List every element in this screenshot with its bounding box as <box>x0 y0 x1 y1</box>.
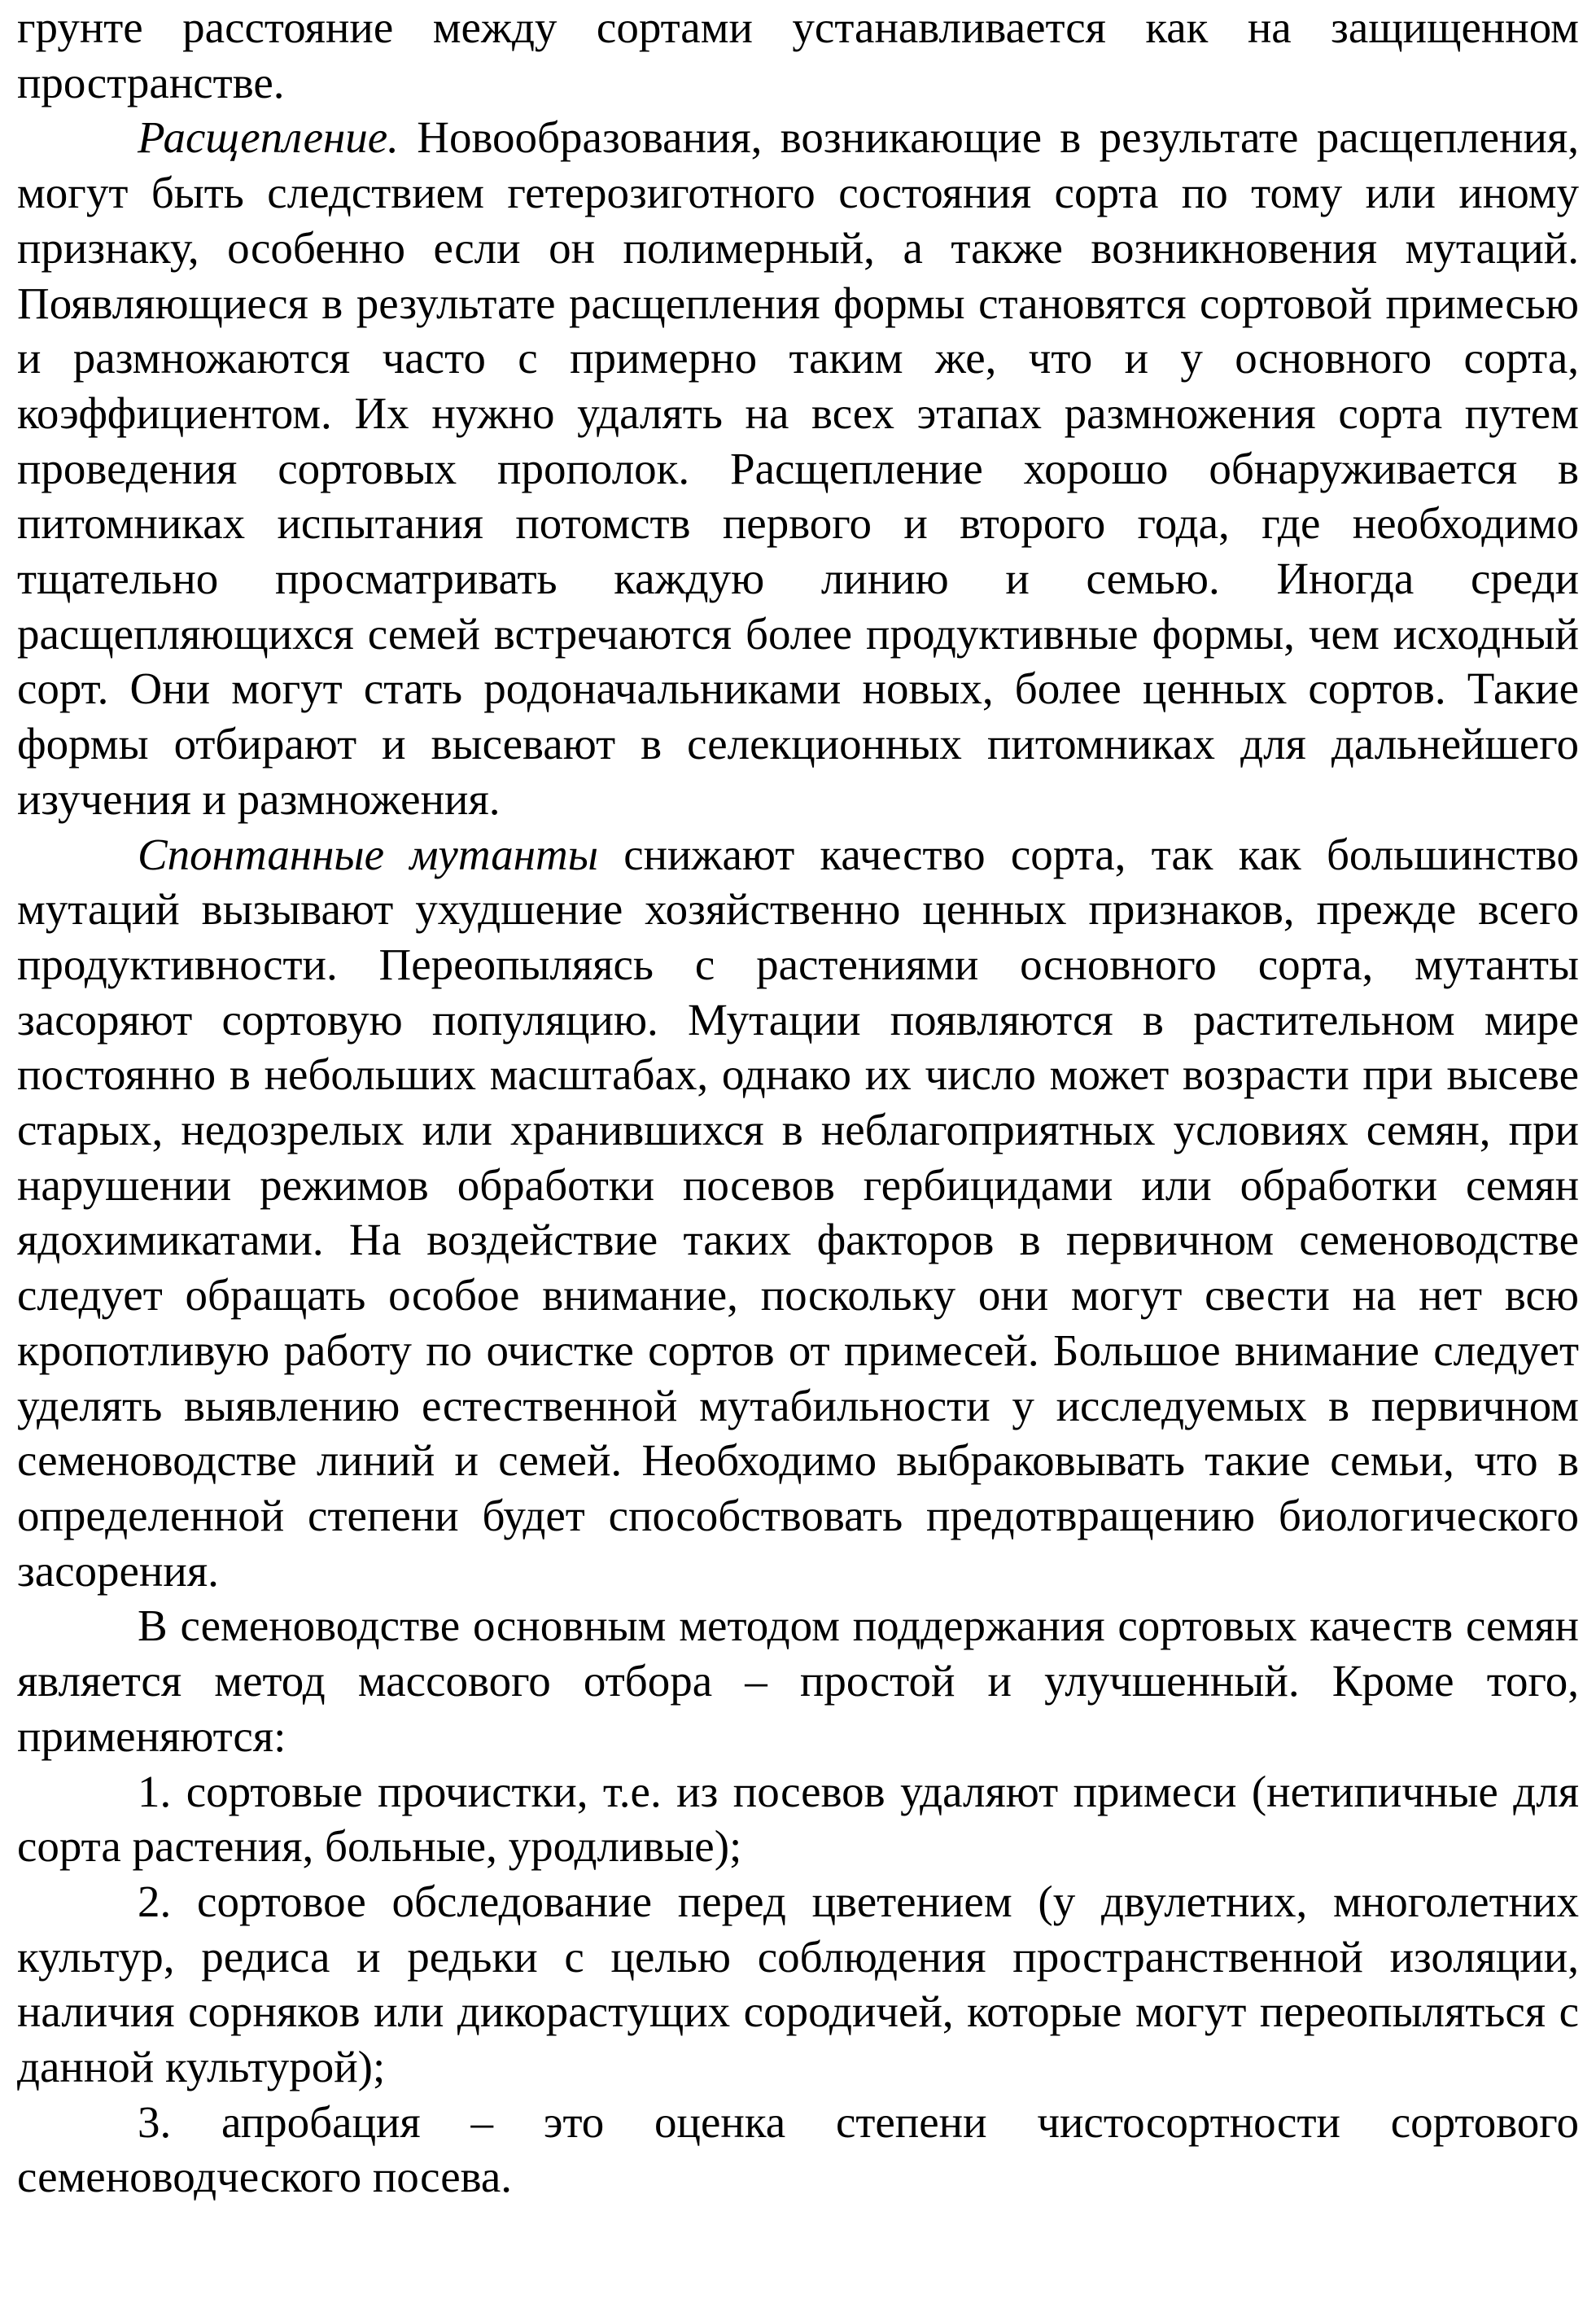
paragraph-text: Новообразования, возникающие в результате расщепления, могут быть следствием гетерозиготного состояния сорта по тому или иному признаку, особенно если он полимерный, а также возникновения мутаций. Появляющиеся в результате расщепления формы становятся сортовой примесью и размножаются часто с примерно таким же, что и у основного сорта, коэффициентом. Их нужно удалять на всех этапах размножения сорта путем проведения сортовых прополок. Расщепление хорошо обнаруживается в питомниках испытания потомств первого и второго года, где необходимо тщательно просматривать каждую линию и семью. Иногда среди расщепляющихся семей встречаются более продуктивные формы, чем исходный сорт. Они могут стать родоначальниками новых, более ценных сортов. Такие формы отбирают и высевают в селекционных питомниках для дальнейшего изучения и размножения. <box>17 112 1579 824</box>
list-item-1 <box>17 1764 1579 1874</box>
paragraph-seed-production-methods <box>17 1598 1579 1763</box>
list-item-text: 3. апробация – это оценка степени чистосортности сортового семеноводческого посева. <box>17 2096 1579 2202</box>
paragraph-splitting <box>17 110 1579 826</box>
term-splitting: Расщепление. <box>138 112 399 163</box>
paragraph-spontaneous-mutants <box>17 827 1579 1599</box>
term-spontaneous-mutants: Спонтанные мутанты <box>138 829 598 879</box>
paragraph-continuation <box>17 0 1579 110</box>
list-item-text: 1. сортовые прочистки, т.е. из посевов удаляют примеси (нетипичные для сорта растения, больные, уродливые); <box>17 1766 1579 1872</box>
paragraph-text: В семеноводстве основным методом поддержания сортовых качеств семян является метод массового отбора – простой и улучшенный. Кроме того, применяются: <box>17 1601 1579 1761</box>
list-item-2 <box>17 1874 1579 2095</box>
list-item-3 <box>17 2095 1579 2205</box>
paragraph-text: грунте расстояние между сортами устанавливается как на защищенном пространстве. <box>17 2 1579 107</box>
list-item-text: 2. сортовое обследование перед цветением (у двулетних, многолетних культур, редиса и редьки с целью соблюдения пространственной изоляции, наличия сорняков или дикорастущих сородичей, которые могут переопыляться с данной культурой); <box>17 1876 1579 2092</box>
paragraph-text: снижают качество сорта, так как большинство мутаций вызывают ухудшение хозяйственно ценных признаков, прежде всего продуктивности. Переопыляясь с растениями основного сорта, мутанты засоряют сортовую популяцию. Мутации появляются в растительном мире постоянно в небольших масштабах, однако их число может возрасти при высеве старых, недозрелых или хранившихся в неблагоприятных условиях семян, при нарушении режимов обработки посевов гербицидами или обработки семян ядохимикатами. На воздействие таких факторов в первичном семеноводстве следует обращать особое внимание, поскольку они могут свести на нет всю кропотливую работу по очистке сортов от примесей. Большое внимание следует уделять выявлению естественной мутабильности у исследуемых в первичном семеноводстве линий и семей. Необходимо выбраковывать такие семьи, что в определенной степени будет способствовать предотвращению биологического засорения. <box>17 829 1579 1596</box>
document-page <box>17 0 1579 2205</box>
